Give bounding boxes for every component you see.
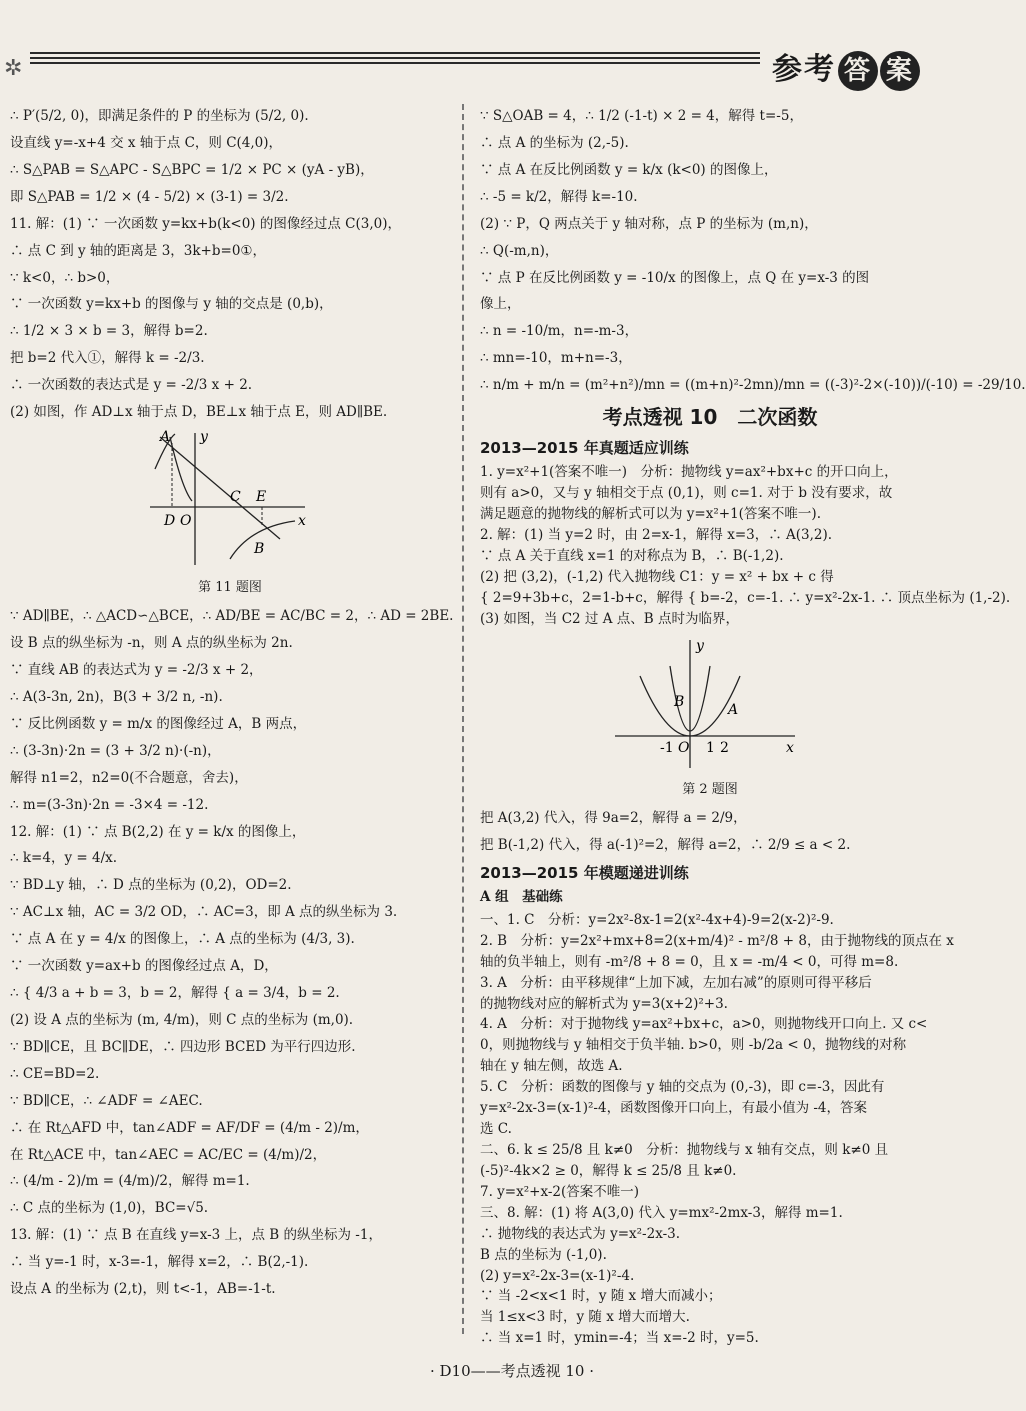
text-line: ∴ 点 A 的坐标为 (2,-5). — [480, 134, 629, 151]
text-line: ∵ k<0，∴ b>0， — [10, 269, 120, 286]
text-line: ∵ 点 A 在 y = 4/x 的图像上，∴ A 点的坐标为 (4/3, 3). — [10, 931, 355, 948]
text-line: 当 1≤x<3 时，y 随 x 增大而增大. — [480, 1309, 690, 1326]
text-line: (2) 把 (3,2)，(-1,2) 代入抛物线 C1：y = x² + bx + c 得 — [480, 569, 834, 585]
text-line: 则有 a>0，又与 y 轴相交于点 (0,1)，则 c=1. 对于 b 没有要求，故 — [480, 485, 893, 502]
text-line: ∴ 1/2 × 3 × b = 3，解得 b=2. — [10, 323, 208, 340]
header-rules — [30, 52, 760, 67]
text-line: 在 Rt△ACE 中，tan∠AEC = AC/EC = (4/m)/2， — [10, 1146, 327, 1163]
text-line: 3. A 分析：由平移规律“上加下减，左加右减”的原则可得平移后 — [480, 974, 872, 991]
left-text-block-1 — [10, 106, 450, 423]
hyperbola-left — [170, 437, 192, 501]
text-line: (2) ∵ P，Q 两点关于 y 轴对称，点 P 的坐标为 (m,n)， — [480, 215, 818, 232]
text-line: ∴ C 点的坐标为 (1,0)，BC=√5. — [10, 1200, 209, 1217]
text-line: 像上， — [480, 296, 521, 313]
subsection-title-1: 2013—2015 年真题适应训练 — [480, 439, 689, 458]
figure-2-svg — [610, 636, 800, 771]
text-line: ∴ { 4/3 a + b = 3，b = 2，解得 { a = 3/4，b = 2. — [10, 985, 340, 1002]
text-line: 把 A(3,2) 代入，得 9a=2，解得 a = 2/9， — [480, 809, 747, 826]
text-line: ∴ S△PAB = S△APC - S△BPC = 1/2 × PC × (yA - yB)， — [10, 161, 374, 178]
figure-11-caption: 第 11 题图 — [198, 579, 262, 595]
text-line: ∵ 一次函数 y=kx+b 的图像与 y 轴的交点是 (0,b)， — [10, 296, 333, 313]
text-line: (3) 如图，当 C2 过 A 点、B 点时为临界， — [480, 610, 739, 627]
label-1: 1 — [706, 739, 715, 756]
text-line: 设点 A 的坐标为 (2,t)，则 t<-1，AB=-1-t. — [10, 1281, 276, 1298]
text-line: ∴ 当 y=-1 时，x-3=-1，解得 x=2，∴ B(2,-1). — [10, 1254, 309, 1271]
column-divider — [462, 104, 464, 1334]
figure-2 — [480, 636, 940, 800]
text-line: (2) 如图，作 AD⊥x 轴于点 D，BE⊥x 轴于点 E，则 AD∥BE. — [10, 404, 388, 421]
text-line: ∴ -5 = k/2，解得 k=-10. — [480, 188, 638, 205]
right-text-block-1 — [480, 106, 1026, 396]
label-a: A — [728, 701, 739, 718]
left-text-block-2 — [10, 606, 454, 1300]
text-line: (2) 设 A 点的坐标为 (m, 4/m)，则 C 点的坐标为 (m,0). — [10, 1011, 354, 1028]
text-line: ∴ k=4，y = 4/x. — [10, 850, 118, 867]
text-line: B 点的坐标为 (-1,0). — [480, 1246, 607, 1263]
text-line: 13. 解：(1) ∵ 点 B 在直线 y=x-3 上，点 B 的纵坐标为 -1， — [10, 1227, 382, 1244]
text-line: ∴ Q(-m,n)， — [480, 242, 559, 259]
text-line: 三、8. 解：(1) 将 A(3,0) 代入 y=mx²-2mx-3，解得 m=1. — [480, 1204, 843, 1221]
text-line: ∴ 抛物线的表达式为 y=x²-2x-3. — [480, 1225, 681, 1242]
text-line: ∴ m=(3-3n)·2n = -3×4 = -12. — [10, 796, 209, 813]
text-line: 11. 解：(1) ∵ 一次函数 y=kx+b(k<0) 的图像经过点 C(3,0)， — [10, 215, 401, 232]
section-title: 考点透视 10 二次函数 — [602, 405, 818, 430]
figure-11-svg — [150, 429, 310, 569]
label-y: y — [696, 637, 704, 654]
label-b: B — [254, 541, 265, 558]
right-column — [480, 100, 1026, 1349]
right-text-block-4 — [480, 910, 954, 1349]
text-line: ∴ 点 C 到 y 轴的距离是 3，3k+b=0①， — [10, 242, 267, 259]
page-header — [0, 0, 1024, 100]
label-a: A — [160, 429, 171, 446]
label-o: O — [678, 739, 690, 756]
text-line: (2) y=x²-2x-3=(x-1)²-4. — [480, 1267, 635, 1284]
text-line: ∴ n = -10/m，n=-m-3， — [480, 323, 639, 340]
page-footer: · D10——考点透视 10 · — [429, 1362, 595, 1380]
text-line: ∴ P′(5/2, 0)，即满足条件的 P 的坐标为 (5/2, 0). — [10, 108, 309, 124]
text-line: 满足题意的抛物线的解析式可以为 y=x²+1(答案不唯一). — [480, 506, 821, 523]
right-text-block-2 — [480, 462, 1011, 629]
text-line: ∴ 一次函数的表达式是 y = -2/3 x + 2. — [10, 377, 253, 394]
text-line: ∵ 点 P 在反比例函数 y = -10/x 的图像上，点 Q 在 y=x-3 的图 — [480, 269, 870, 286]
text-line: 7. y=x²+x-2(答案不唯一) — [480, 1183, 640, 1200]
text-line: 把 B(-1,2) 代入，得 a(-1)²=2，解得 a=2，∴ 2/9 ≤ a < 2. — [480, 836, 851, 853]
label-o: O — [180, 513, 192, 530]
text-line: ∴ 在 Rt△AFD 中，tan∠ADF = AF/DF = (4/m - 2)/m， — [10, 1119, 369, 1136]
brand-char: 考 — [804, 52, 836, 87]
text-line: 2. 解：(1) 当 y=2 时，由 2=x-1，解得 x=3，∴ A(3,2). — [480, 527, 833, 544]
text-line: ∵ 当 -2<x<1 时，y 随 x 增大而减小； — [480, 1288, 722, 1305]
group-title: A 组 基础练 — [480, 888, 563, 905]
brand-char: 参 — [772, 52, 804, 87]
label-b: B — [674, 693, 685, 710]
text-line: 解得 n1=2，n2=0(不合题意，舍去)， — [10, 769, 248, 786]
text-line: (-5)²-4k×2 ≥ 0，解得 k ≤ 25/8 且 k≠0. — [480, 1162, 737, 1179]
text-line: ∵ AD∥BE，∴ △ACD∽△BCE，∴ AD/BE = AC/BC = 2，∴ AD = 2BE. — [10, 608, 454, 625]
figure-2-caption: 第 2 题图 — [682, 781, 738, 797]
brand-circle-char: 答 — [838, 51, 878, 91]
text-line: ∵ 点 A 在反比例函数 y = k/x (k<0) 的图像上， — [480, 161, 778, 178]
text-line: ∴ A(3-3n, 2n)，B(3 + 3/2 n, -n). — [10, 688, 223, 705]
text-line: ∴ CE=BD=2. — [10, 1065, 100, 1082]
label-d: D — [164, 513, 176, 530]
text-line: ∵ 反比例函数 y = m/x 的图像经过 A，B 两点， — [10, 715, 307, 732]
text-line: ∵ S△OAB = 4，∴ 1/2 (-1-t) × 2 = 4，解得 t=-5， — [480, 108, 803, 124]
label-e: E — [256, 489, 267, 506]
text-line: 5. C 分析：函数的图像与 y 轴的交点为 (0,-3)，即 c=-3，因此有 — [480, 1079, 885, 1096]
text-line: y=x²-2x-3=(x-1)²-4，函数图像开口向上，有最小值为 -4，答案 — [480, 1100, 868, 1117]
subsection-title-2: 2013—2015 年模题递进训练 — [480, 863, 689, 882]
label-2: 2 — [720, 739, 729, 756]
brand-circle-char: 案 — [880, 51, 920, 91]
text-line: ∵ 直线 AB 的表达式为 y = -2/3 x + 2， — [10, 661, 263, 678]
text-line: ∴ (4/m - 2)/m = (4/m)/2，解得 m=1. — [10, 1173, 250, 1190]
text-line: 设直线 y=-x+4 交 x 轴于点 C，则 C(4,0)， — [10, 134, 283, 151]
text-line: 即 S△PAB = 1/2 × (4 - 5/2) × (3-1) = 3/2. — [10, 188, 289, 205]
text-line: 设 B 点的纵坐标为 -n，则 A 点的纵坐标为 2n. — [10, 635, 293, 652]
text-line: 二、6. k ≤ 25/8 且 k≠0 分析：抛物线与 x 轴有交点，则 k≠0 且 — [480, 1141, 889, 1158]
text-line: ∵ BD∥CE，∴ ∠ADF = ∠AEC. — [10, 1092, 203, 1109]
text-line: ∴ (3-3n)·2n = (3 + 3/2 n)·(-n)， — [10, 742, 221, 759]
text-line: 12. 解：(1) ∵ 点 B(2,2) 在 y = k/x 的图像上， — [10, 823, 306, 840]
brand-title — [772, 44, 920, 91]
text-line: 轴的负半轴上，则有 -m²/8 + 8 = 0，且 x = -m/4 < 0，可得 m=8. — [480, 953, 899, 970]
text-line: 2. B 分析：y=2x²+mx+8=2(x+m/4)² - m²/8 + 8，由于抛物线的顶点在 x — [480, 932, 954, 949]
gear-icon: ✲ — [4, 56, 23, 81]
text-line: 0，则抛物线与 y 轴相交于负半轴. b>0，则 -b/2a < 0，抛物线的对称 — [480, 1037, 907, 1054]
text-line: ∴ mn=-10，m+n=-3， — [480, 350, 632, 367]
right-text-block-3 — [480, 808, 940, 856]
text-line: ∴ 当 x=1 时，ymin=-4；当 x=-2 时，y=5. — [480, 1330, 759, 1347]
text-line: ∵ 一次函数 y=ax+b 的图像经过点 A，D， — [10, 958, 278, 975]
text-line: 一、1. C 分析：y=2x²-8x-1=2(x²-4x+4)-9=2(x-2)²-9. — [480, 911, 834, 928]
text-line: 1. y=x²+1(答案不唯一) 分析：抛物线 y=ax²+bx+c 的开口向上， — [480, 464, 898, 481]
figure-11 — [10, 429, 450, 598]
text-line: ∵ BD∥CE，且 BC∥DE，∴ 四边形 BCED 为平行四边形. — [10, 1038, 356, 1055]
text-line: 选 C. — [480, 1121, 512, 1138]
text-line: ∵ BD⊥y 轴，∴ D 点的坐标为 (0,2)，OD=2. — [10, 877, 292, 894]
text-line: ∵ 点 A 关于直线 x=1 的对称点为 B，∴ B(-1,2). — [480, 548, 784, 565]
text-line: 轴在 y 轴左侧，故选 A. — [480, 1058, 623, 1075]
text-line: 4. A 分析：对于抛物线 y=ax²+bx+c，a>0，则抛物线开口向上. 又 c< — [480, 1016, 928, 1033]
text-line: ∴ n/m + m/n = (m²+n²)/mn = ((m+n)²-2mn)/mn = ((-3)²-2×(-10))/(-10) = -29/10. — [480, 377, 1026, 394]
label-x: x — [786, 739, 794, 756]
label-c: C — [230, 489, 241, 506]
text-line: 的抛物线对应的解析式为 y=3(x+2)²+3. — [480, 995, 728, 1012]
label-x: x — [298, 513, 306, 530]
text-line: 把 b=2 代入①，解得 k = -2/3. — [10, 350, 205, 367]
left-column — [10, 100, 454, 1306]
text-line: ∵ AC⊥x 轴，AC = 3/2 OD，∴ AC=3，即 A 点的纵坐标为 3. — [10, 904, 398, 921]
text-line: { 2=9+3b+c，2=1-b+c，解得 { b=-2，c=-1. ∴ y=x²-2x-1. ∴ 顶点坐标为 (1,-2). — [480, 589, 1011, 606]
label-minus-1: -1 — [660, 739, 674, 756]
label-y: y — [200, 429, 208, 446]
